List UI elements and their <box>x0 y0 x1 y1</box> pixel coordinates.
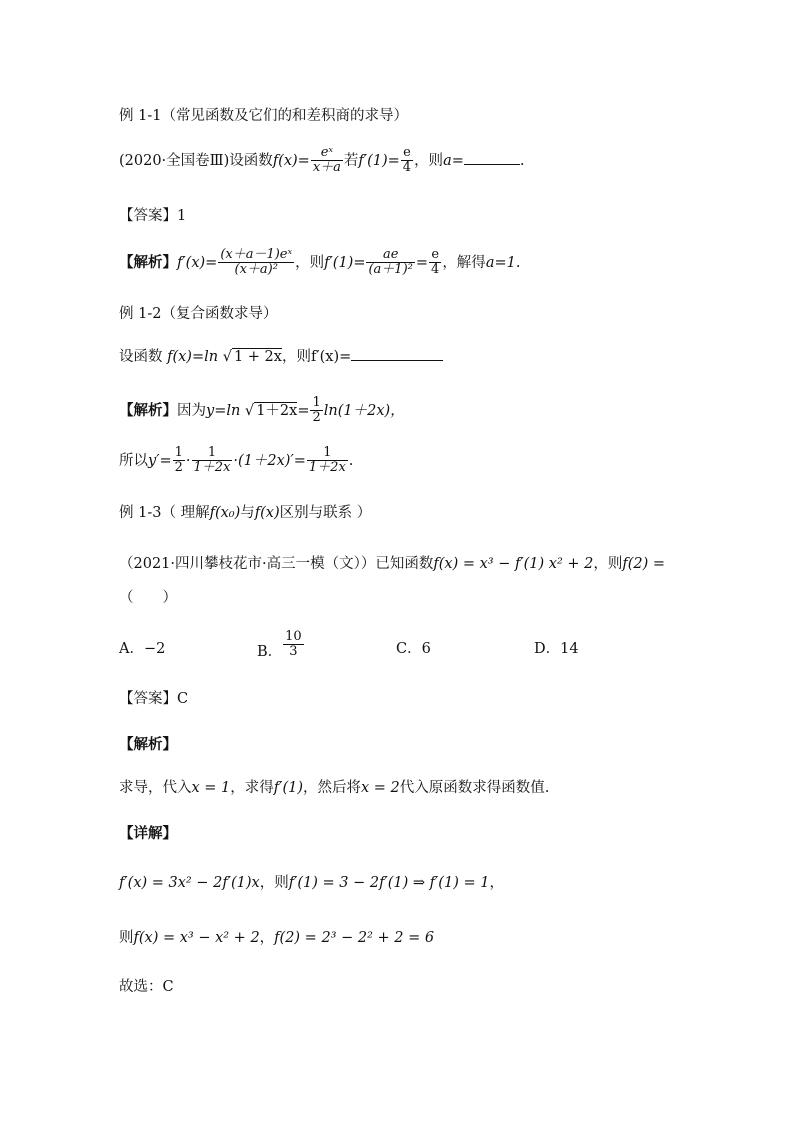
ex3-method: 求导，代入x = 1，求得f′(1)，然后将x = 2代入原函数求得函数值. <box>119 780 550 796</box>
ex3-detail-label: 【详解】 <box>119 825 177 842</box>
ex3-detail-2: 则f(x) = x³ − x² + 2，f(2) = 2³ − 2² + 2 = 6 <box>119 930 435 946</box>
ex2-analysis: 【解析】因为y=ln √ 1＋2x= $\frac{1}{2}$ ln(1＋2x)， <box>119 395 405 426</box>
option-d: D．14 <box>534 641 579 657</box>
ex2-so: 所以y′= $\frac{1}{2}$ · $\frac{1}{1+2x}$ ·(1＋2x)′= $\frac{1}{1+2x}$ . <box>119 445 354 476</box>
ex3-question: （2021·四川攀枝花市·高三一模（文））已知函数f(x) = x³ − f′(1) x² + 2，则f(2) = <box>119 556 666 572</box>
ex3-choice: 故选：C <box>119 979 174 995</box>
ex3-options <box>119 630 679 670</box>
ex1-q-then: ，则 <box>414 152 444 169</box>
ex3-detail-1: f′(x) = 3x² − 2f′(1)x，则f′(1) = 3 − 2f′(1) ⇒ f′(1) = 1， <box>119 875 504 891</box>
ex2-an-half: $\frac{1}{2}$ <box>312 395 321 426</box>
ex1-q-f1: f′(1)= <box>358 152 400 169</box>
ex2-question: 设函数 f(x)=ln √ 1 + 2x，则f′(x)= <box>119 345 443 366</box>
ex2-title: 例 1-2（复合函数求导） <box>119 306 278 322</box>
option-a: A．−2 <box>119 641 166 657</box>
ex3-answer: 【答案】C <box>119 691 189 707</box>
ex1-title: 例 1-1（常见函数及它们的和差积商的求导） <box>119 108 408 124</box>
ex1-q-end: . <box>519 152 525 169</box>
ex1-answer-blank <box>464 152 520 165</box>
ex3-paren: （ ） <box>119 590 177 606</box>
ex1-an-frac3: $\frac{e}{4}$ <box>431 247 440 278</box>
ex3-analysis-label: 【解析】 <box>119 736 177 753</box>
ex1-analysis-label: 【解析】 <box>119 253 177 271</box>
ex1-q-if: 若 <box>343 152 359 169</box>
ex1-an-frac2: $\frac{ae}{\text{(a＋1)²}}$ <box>368 247 413 278</box>
ex2-answer-blank <box>351 348 443 361</box>
ex1-q-fx: f(x)= <box>272 152 310 169</box>
ex1-an-frac: $\frac{\text{(x＋a－1)eˣ}}{\text{(x＋a)²}}$ <box>220 247 293 278</box>
ex1-q-a: a= <box>443 152 464 169</box>
ex1-question <box>119 146 524 176</box>
option-c: C．6 <box>396 641 431 657</box>
option-b: B． $\frac{10}{3}$ <box>257 629 302 660</box>
ex3-title: 例 1-3（ 理解f(x₀)与f(x)区别与联系 ） <box>119 505 372 521</box>
ex1-analysis: 【解析】f′(x)= $\frac{\text{(x＋a－1)eˣ}}{\text{(x＋a)²}}$ ，则f′(1)= $\frac{ae}{\text{(a＋1)²}}$ = $\frac{e}{4}$ ，解得a=1. <box>119 247 521 278</box>
ex1-q-prefix: (2020·全国卷Ⅲ)设函数 <box>119 152 273 169</box>
ex2-q-sqrt: 1 + 2x <box>233 349 282 365</box>
ex1-q-frac: $\frac{\text{eˣ}}{x+a}$ <box>312 145 341 176</box>
ex1-answer: 【答案】1 <box>119 208 187 224</box>
ex1-q-e-frac: $\frac{e}{4}$ <box>402 145 412 176</box>
